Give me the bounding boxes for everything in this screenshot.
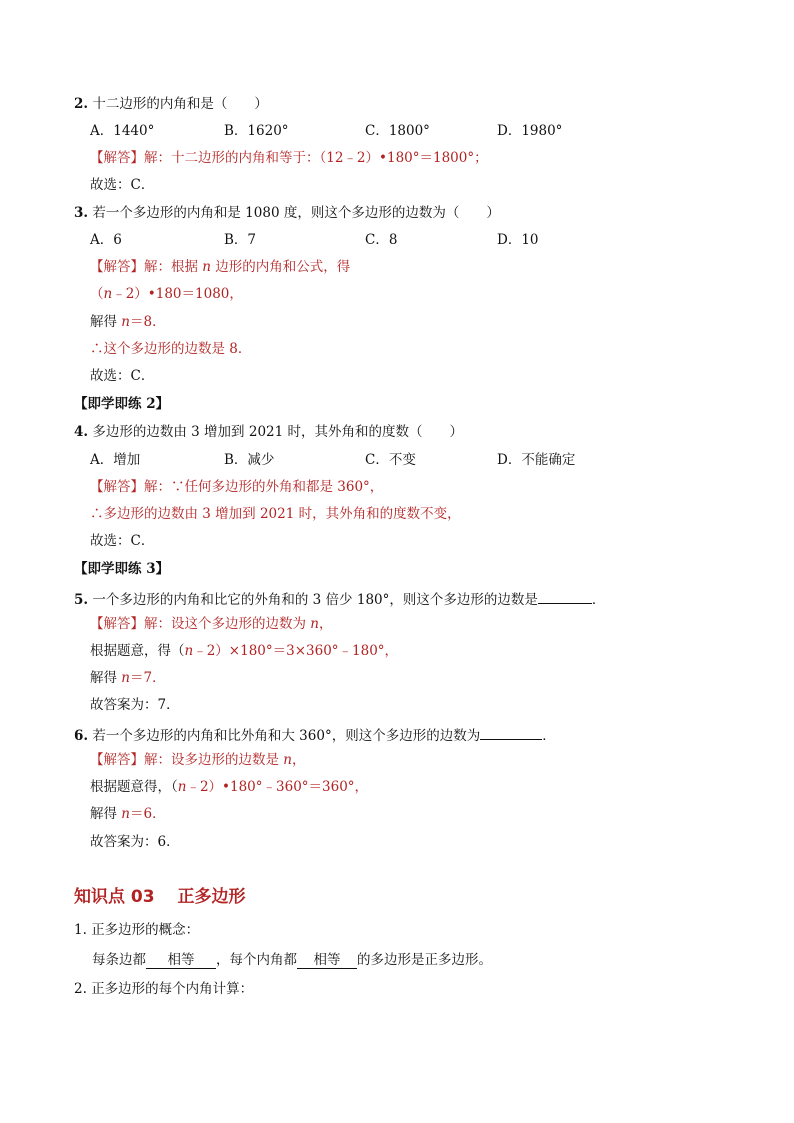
answer-blank[interactable] xyxy=(480,724,542,740)
answer-explanation xyxy=(90,258,350,276)
equation-text: ﹣2）×180°＝3×360°﹣180°， xyxy=(193,643,399,659)
option-a: A．6 xyxy=(90,232,122,248)
variable-n: n xyxy=(202,259,211,275)
question-2 xyxy=(74,95,268,113)
solve-line xyxy=(90,805,166,823)
variable-n: n xyxy=(184,643,194,659)
definition-text: 的多边形是正多边形。 xyxy=(357,952,492,968)
answer-text: 边形的内角和公式，得 xyxy=(211,259,351,275)
therefore-line: ∴这个多边形的边数是 8． xyxy=(90,341,252,357)
variable-n: n xyxy=(121,670,130,686)
answer-choice: 故选：C． xyxy=(90,533,155,549)
answer-choice: 故选：C． xyxy=(90,177,155,193)
solve-text: 解得 xyxy=(90,670,122,686)
question-stem: 若一个多边形的内角和比外角和大 360°，则这个多边形的边数为 xyxy=(92,728,481,744)
question-stem: 若一个多边形的内角和是 1080 度，则这个多边形的边数为（ ） xyxy=(92,205,500,221)
option-c: C．1800° xyxy=(365,123,430,139)
option-a: A．1440° xyxy=(90,123,155,139)
definition-text: 每条边都 xyxy=(92,952,146,968)
answer-text: 解：根据 xyxy=(144,259,203,275)
question-stem: 多边形的边数由 3 增加到 2021 时，其外角和的度数（ ） xyxy=(92,424,464,440)
option-b: B．1620° xyxy=(224,123,289,139)
item-number: 2. xyxy=(74,981,87,997)
answer-explanation xyxy=(90,478,383,496)
option-d: D．不能确定 xyxy=(497,452,576,468)
definition-line xyxy=(92,951,492,969)
solve-text: ＝7． xyxy=(130,670,166,686)
question-number: 3. xyxy=(74,205,89,221)
solve-text: 解得 xyxy=(90,806,122,822)
question-stem: 十二边形的内角和是（ ） xyxy=(92,96,268,112)
option-b: B．减少 xyxy=(224,452,275,468)
answer-choice: 故选：C． xyxy=(90,368,155,384)
final-answer: 故答案为：7． xyxy=(90,697,180,713)
question-end: ． xyxy=(591,592,606,608)
answer-text: ， xyxy=(319,616,333,632)
question-number: 5. xyxy=(74,592,89,608)
question-number: 4. xyxy=(74,424,89,440)
filled-blank: 相等 xyxy=(146,952,216,969)
practice-heading: 【即学即练 2】 xyxy=(74,396,170,412)
question-end: ． xyxy=(542,728,556,744)
item-text: 正多边形的概念： xyxy=(91,922,200,938)
equation-text: 根据题意，得（ xyxy=(90,643,185,659)
solve-line xyxy=(90,669,166,687)
item-text: 正多边形的每个内角计算： xyxy=(91,981,254,997)
concept-item-2 xyxy=(74,980,253,998)
solve-text: ＝6． xyxy=(130,806,166,822)
equation-text: ﹣2）•180°﹣360°＝360°， xyxy=(186,779,369,795)
concept-item-1 xyxy=(74,921,199,939)
question-4 xyxy=(74,423,463,441)
equation-text: 根据题意得，（ xyxy=(90,779,178,795)
section-heading: 知识点 03 正多边形 xyxy=(74,887,246,907)
equation-text: ﹣2）•180＝1080， xyxy=(112,286,243,302)
solve-line xyxy=(90,313,166,331)
question-5 xyxy=(74,588,605,609)
item-number: 1. xyxy=(74,922,87,938)
variable-n: n xyxy=(103,286,113,302)
answer-explanation xyxy=(90,751,306,769)
answer-tag: 【解答】 xyxy=(90,479,144,495)
question-stem: 一个多边形的内角和比它的外角和的 3 倍少 180°，则这个多边形的边数是 xyxy=(92,592,538,608)
therefore-line: ∴多边形的边数由 3 增加到 2021 时，其外角和的度数不变， xyxy=(90,506,461,522)
variable-n: n xyxy=(121,314,130,330)
solve-text: 解得 xyxy=(90,314,122,330)
answer-explanation xyxy=(90,149,488,167)
answer-text: 解：设这个多边形的边数为 xyxy=(144,616,311,632)
answer-tag: 【解答】 xyxy=(90,616,144,632)
equation-line xyxy=(90,778,368,796)
answer-text: ， xyxy=(292,752,306,768)
variable-n: n xyxy=(177,779,187,795)
answer-text: 解：十二边形的内角和等于：（12﹣2）•180°＝1800°； xyxy=(144,150,488,166)
variable-n: n xyxy=(283,752,292,768)
answer-tag: 【解答】 xyxy=(90,752,144,768)
question-number: 6. xyxy=(74,728,89,744)
filled-blank: 相等 xyxy=(297,952,357,969)
question-6 xyxy=(74,724,556,745)
answer-tag: 【解答】 xyxy=(90,150,144,166)
equation-line xyxy=(90,642,398,660)
question-3 xyxy=(74,204,500,222)
option-c: C．不变 xyxy=(365,452,416,468)
variable-n: n xyxy=(121,806,130,822)
option-a: A．增加 xyxy=(90,452,141,468)
answer-text: 解：∵任何多边形的外角和都是 360°， xyxy=(144,479,384,495)
practice-heading: 【即学即练 3】 xyxy=(74,561,170,577)
equation-line xyxy=(90,285,243,303)
answer-text: 解：设多边形的边数是 xyxy=(144,752,284,768)
definition-text: ，每个内角都 xyxy=(216,952,297,968)
question-number: 2. xyxy=(74,96,89,112)
answer-tag: 【解答】 xyxy=(90,259,144,275)
option-b: B．7 xyxy=(224,232,257,248)
option-c: C．8 xyxy=(365,232,398,248)
answer-blank[interactable] xyxy=(538,588,592,604)
solve-text: ＝8． xyxy=(130,314,166,330)
variable-n: n xyxy=(310,616,319,632)
final-answer: 故答案为：6． xyxy=(90,834,180,850)
option-d: D．1980° xyxy=(497,123,563,139)
option-d: D．10 xyxy=(497,232,539,248)
equation-text: （ xyxy=(90,286,104,302)
answer-explanation xyxy=(90,615,333,633)
